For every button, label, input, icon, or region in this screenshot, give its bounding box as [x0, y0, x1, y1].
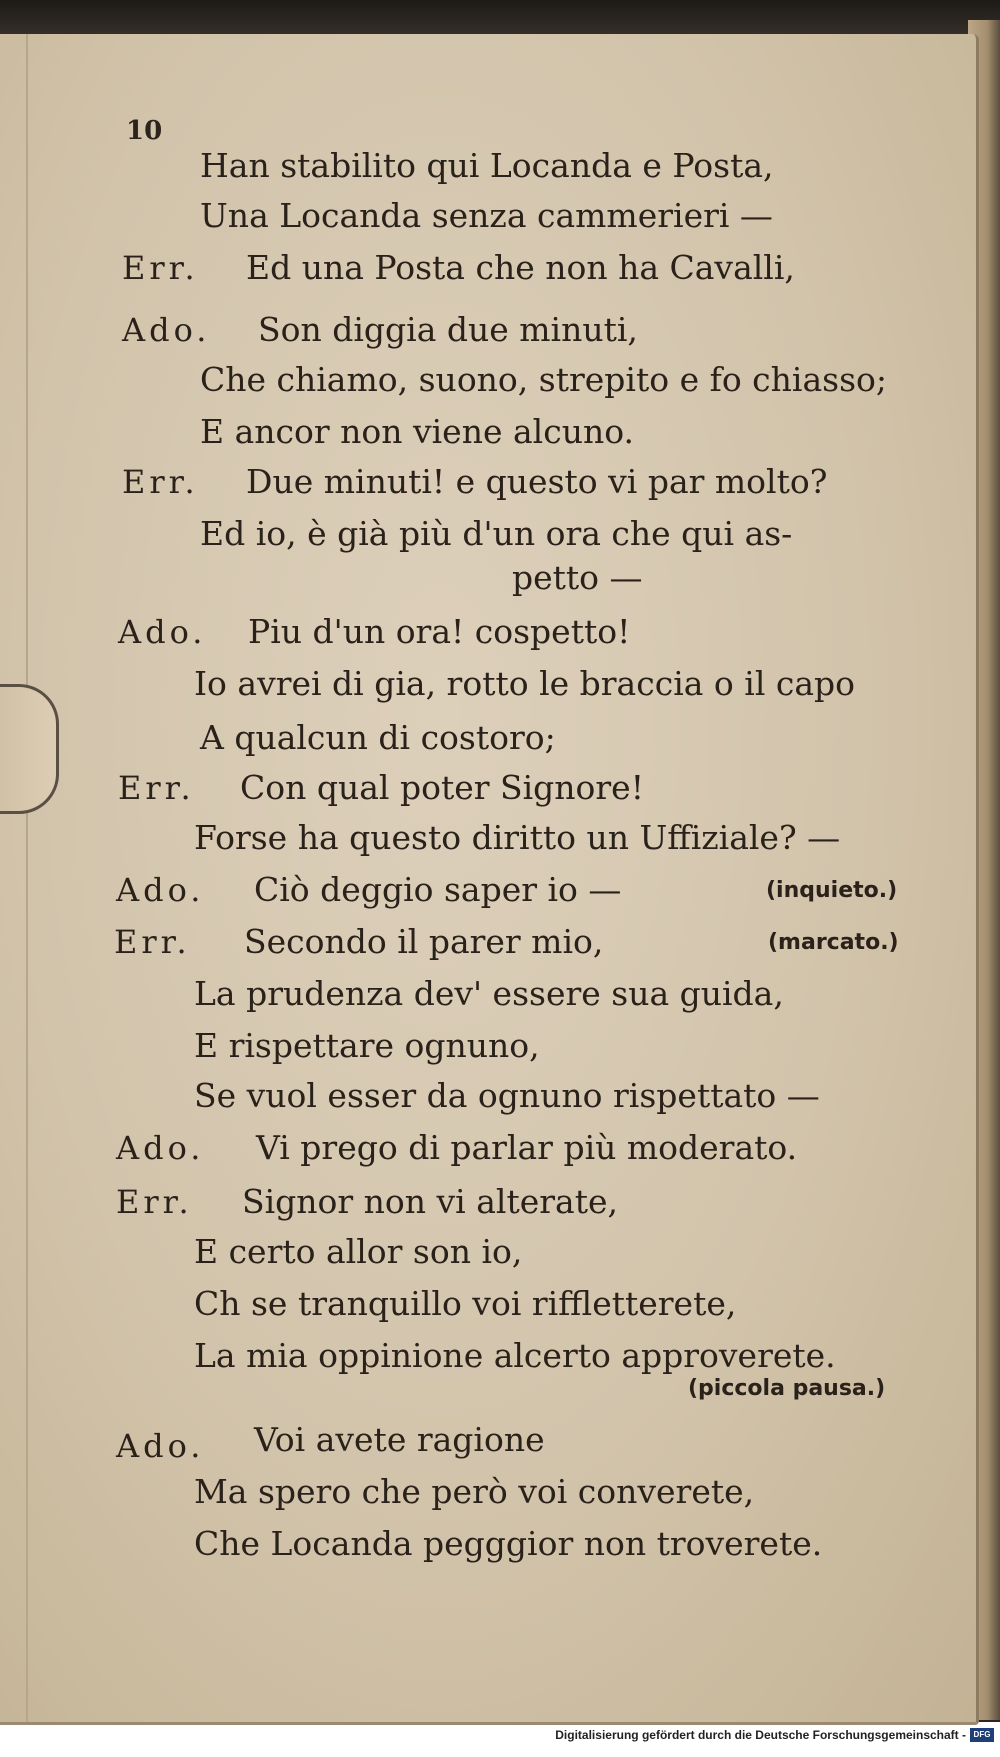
verse-line: Secondo il parer mio,	[244, 922, 604, 961]
verse-line: Ch se tranquillo voi riffletterete,	[194, 1284, 737, 1323]
digitization-credit	[555, 1728, 994, 1742]
page-number: 10	[126, 116, 163, 146]
verse-line: Che Locanda pegggior non troverete.	[194, 1524, 823, 1563]
verse-line: Ed una Posta che non ha Cavalli,	[246, 248, 795, 287]
play-text	[0, 34, 976, 1722]
verse-line: La prudenza dev' essere sua guida,	[194, 974, 784, 1013]
speaker-label: Err.	[122, 463, 199, 501]
verse-line: La mia oppinione alcerto approverete.	[194, 1336, 836, 1375]
verse-line: E certo allor son io,	[194, 1232, 523, 1271]
speaker-label: Err.	[116, 1183, 193, 1221]
verse-line: E ancor non viene alcuno.	[200, 412, 634, 451]
speaker-label: Err.	[118, 769, 195, 807]
verse-line: Ed io, è già più d'un ora che qui as-	[200, 514, 793, 553]
verse-line: Piu d'un ora! cospetto!	[248, 612, 631, 651]
speaker-label: Ado.	[122, 311, 211, 349]
stage-direction: (inquieto.)	[766, 878, 898, 903]
dfg-logo-icon: DFG	[970, 1728, 994, 1742]
verse-line: Ma spero che però voi converete,	[194, 1472, 755, 1511]
credit-text: Digitalisierung gefördert durch die Deutsche Forschungsgemeinschaft -	[555, 1728, 966, 1742]
verse-line: Che chiamo, suono, strepito e fo chiasso;	[200, 360, 887, 399]
verse-line: Una Locanda senza cammerieri —	[200, 196, 773, 235]
verse-line: Han stabilito qui Locanda e Posta,	[200, 146, 774, 185]
verse-line: Ciò deggio saper io —	[254, 870, 622, 909]
book-page	[0, 34, 979, 1725]
verse-line: Vi prego di parlar più moderato.	[256, 1128, 798, 1167]
speaker-label: Ado.	[116, 871, 205, 909]
speaker-label: Ado.	[116, 1427, 205, 1465]
speaker-label: Err.	[114, 923, 191, 961]
verse-line: Forse ha questo diritto un Uffiziale? —	[194, 818, 841, 857]
verse-line: petto —	[512, 558, 643, 597]
verse-line: E rispettare ognuno,	[194, 1026, 540, 1065]
verse-line: Se vuol esser da ognuno rispettato —	[194, 1076, 820, 1115]
verse-line: A qualcun di costoro;	[200, 718, 556, 757]
verse-line: Due minuti! e questo vi par molto?	[246, 462, 828, 501]
speaker-label: Err.	[122, 249, 199, 287]
verse-line: Con qual poter Signore!	[240, 768, 644, 807]
verse-line: Signor non vi alterate,	[242, 1182, 618, 1221]
speaker-label: Ado.	[116, 1129, 205, 1167]
verse-line: Io avrei di gia, rotto le braccia o il capo	[194, 664, 856, 703]
speaker-label: Ado.	[118, 613, 207, 651]
verse-line: Son diggia due minuti,	[258, 310, 638, 349]
stage-direction: (marcato.)	[768, 930, 899, 955]
stage-direction: (piccola pausa.)	[688, 1376, 886, 1401]
verse-line: Voi avete ragione	[254, 1420, 545, 1459]
